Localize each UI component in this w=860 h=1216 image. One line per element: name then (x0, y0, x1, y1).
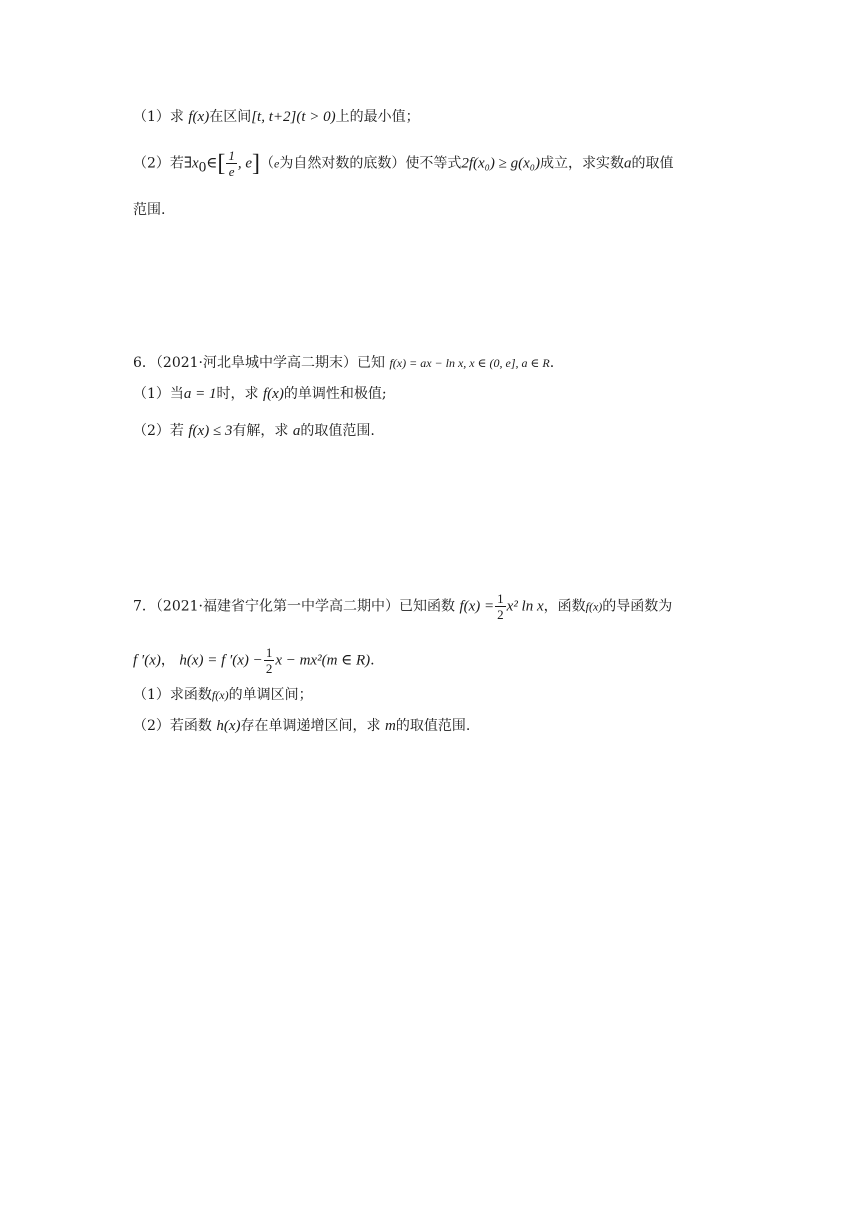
question-source: （2021·福建省宁化第一中学高二期中） (155, 598, 400, 615)
math-a: a (623, 155, 632, 172)
text: ， (160, 652, 175, 669)
text: 的导函数为 (602, 598, 673, 615)
math-e: , e (237, 155, 252, 172)
q7-part1 (133, 685, 313, 705)
text: 当 (169, 386, 184, 402)
math-condition: a = 1 (183, 386, 217, 402)
math-fdef: f(x) = (459, 598, 495, 615)
math-fraction: $\frac{1}{2}$ (497, 591, 504, 622)
math-e-var: e (274, 156, 280, 171)
text: 使不等式 (405, 155, 462, 172)
math-condition: f(x) ≤ 3 (188, 423, 233, 439)
math-hdef-tail: x − mx²(m ∈ R) (275, 652, 371, 669)
text: 为自然对数的底数） (279, 155, 406, 172)
text: . (549, 355, 555, 371)
math-fx: f(x) (585, 599, 603, 614)
math-formula: f(x) = ax − ln x, x ∈ (0, e], a ∈ R (389, 356, 550, 370)
text: 的单调性和极值; (283, 386, 387, 402)
math-subscript: 0 (198, 159, 207, 176)
bracket-open: [ (217, 150, 226, 177)
question-number: 6． (133, 355, 156, 371)
text: . (370, 652, 375, 669)
math-fx: f(x) (211, 688, 229, 702)
q5-part2-continued (133, 200, 165, 220)
text: 成立，求实数 (539, 155, 624, 172)
math-fprime: f ′(x) (133, 652, 161, 669)
text: 上的最小值； (335, 109, 420, 125)
text: 的取值范围. (395, 718, 471, 734)
text: 已知 (357, 355, 386, 371)
text: 存在单调递增区间，求 (240, 718, 381, 734)
text: 若函数 (169, 718, 212, 734)
math-fraction: $\frac{1}{2}$ (265, 645, 273, 676)
part-number: （1） (133, 109, 170, 125)
text: 若 (169, 155, 184, 172)
math-hdef: h(x) = f ′(x) − (179, 652, 263, 669)
text: 在区间 (209, 109, 252, 125)
text: 求 (169, 109, 184, 125)
q7-line2 (133, 645, 375, 676)
text: 已知函数 (399, 598, 456, 615)
part-number: （1） (133, 386, 170, 402)
part-number: （2） (133, 718, 170, 734)
question-number: 7． (133, 598, 156, 615)
q5-part1 (133, 107, 420, 127)
math-fdef-tail: x² ln x (506, 598, 544, 615)
math-hx: h(x) (216, 718, 241, 734)
math-fraction: $\frac{1}{e}$ (228, 148, 235, 179)
text: 的取值 (631, 155, 674, 172)
math-in: ∈ (206, 155, 218, 172)
text: 若 (169, 423, 184, 439)
q7-heading (133, 591, 672, 622)
math-interval: [t, t+2] (251, 109, 297, 125)
text: ，函数 (543, 598, 586, 615)
math-fx: f(x) (188, 109, 210, 125)
math-condition: (t > 0) (296, 109, 336, 125)
math-inequality: 2f(x₀) ≥ g(x₀) (461, 155, 540, 172)
question-source: （2021·河北阜城中学高二期末） (155, 355, 358, 371)
text: 有解，求 (232, 423, 289, 439)
part-number: （1） (133, 687, 170, 703)
part-number: （2） (133, 155, 170, 172)
math-a: a (292, 423, 301, 439)
text: 求函数 (169, 687, 212, 703)
text: （ (260, 155, 274, 172)
math-m: m (384, 718, 396, 734)
text: 的取值范围. (300, 423, 375, 439)
q5-part2 (133, 148, 673, 179)
q6-part1 (133, 384, 387, 404)
q7-part2 (133, 716, 470, 736)
text: 范围. (133, 202, 166, 218)
part-number: （2） (133, 423, 170, 439)
text: 的单调区间； (228, 687, 313, 703)
q6-heading (133, 353, 554, 373)
text: 时，求 (216, 386, 259, 402)
math-exists: ∃x (183, 155, 199, 172)
q6-part2 (133, 421, 375, 441)
bracket-close: ] (252, 150, 260, 177)
math-fx: f(x) (263, 386, 284, 402)
